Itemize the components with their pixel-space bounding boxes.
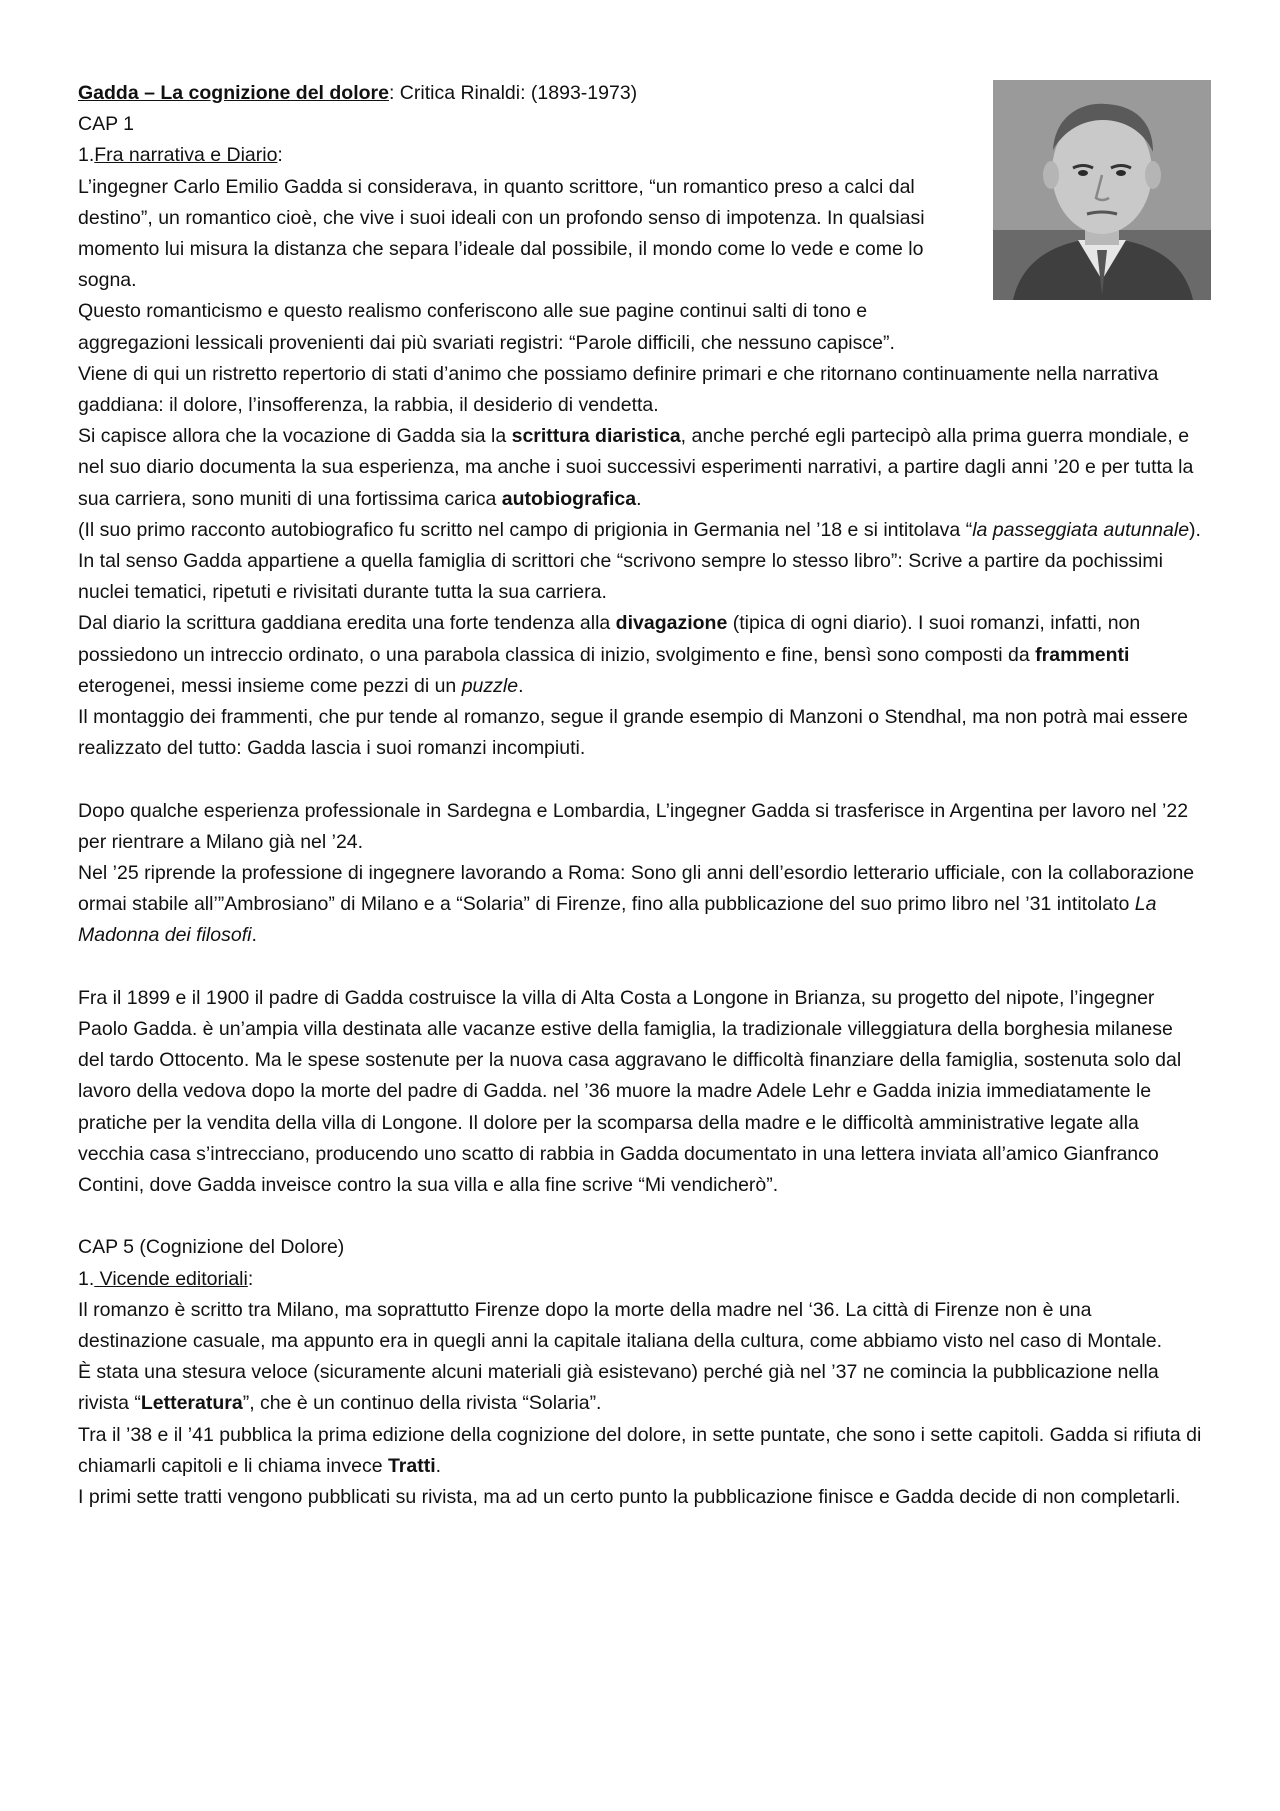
italic-term: puzzle (461, 674, 519, 697)
italic-title: la passeggiata autunnale (972, 518, 1190, 541)
paragraph: Tra il ’38 e il ’41 pubblica la prima edizione della cognizione del dolore, in sette puntate, che sono i sette capitoli. Gadda si rifiuta di chiamarli capitoli e li chiama invece Tratti. (78, 1423, 1202, 1477)
section-1-title: Fra narrativa e Diario (94, 144, 278, 167)
bold-term: autobiografica (501, 487, 637, 510)
paragraph: (Il suo primo racconto autobiografico fu scritto nel campo di prigionia in Germania nel ’18 e si intitolava “la passeggiata autunnale). (78, 518, 1201, 541)
paragraph: Dopo qualche esperienza professionale in Sardegna e Lombardia, L’ingegner Gadda si trasferisce in Argentina per lavoro nel ’22 per rientrare a Milano già nel ’24. (78, 799, 1189, 853)
section-1-heading: 1.Fra narrativa e Diario: (78, 144, 283, 167)
bold-term: divagazione (615, 612, 728, 635)
chapter-1-heading: CAP 1 (78, 113, 135, 136)
blank-line (78, 764, 1202, 795)
section-heading: 1. Vicende editoriali: (78, 1267, 254, 1290)
paragraph: Il montaggio dei frammenti, che pur tende al romanzo, segue il grande esempio di Manzoni o Stendhal, ma non potrà mai essere realizzato del tutto: Gadda lascia i suoi romanzi incompiuti. (78, 706, 1188, 760)
document-subtitle: : Critica Rinaldi: (1893-1973) (388, 82, 638, 104)
paragraph: Fra il 1899 e il 1900 il padre di Gadda costruisce la villa di Alta Costa a Longone in Brianza, su progetto del nipote, l’ingegner Paolo Gadda. è un’ampia villa destinata alle vacanze estive della famiglia, la tradizionale villeggiatura della borghesia milanese del tardo Ottocento. Ma le spese sostenute per la nuova casa aggravano le difficoltà finanziare della famiglia, sostenuta solo dal lavoro della vedova dopo la morte del padre di Gadda. nel ’36 muore la madre Adele Lehr e Gadda inizia immediatamente le pratiche per la vendita della villa di Longone. Il dolore per la scomparsa della madre e le difficoltà amministrative legate alla vecchia casa s’intrecciano, producendo uno scatto di rabbia in Gadda documentato in una lettera inviata all’amico Gianfranco Contini, dove Gadda inveisce contro la sua villa e alla fine scrive “Mi vendicherò”. (78, 986, 1182, 1197)
bold-term: Tratti (387, 1454, 436, 1477)
paragraph: Il romanzo è scritto tra Milano, ma soprattutto Firenze dopo la morte della madre nel ‘36. La città di Firenze non è una destinazione casuale, ma appunto era in quegli anni la capitale italiana della cultura, come abbiamo visto nel caso di Montale. (78, 1298, 1163, 1353)
document-header (78, 78, 958, 109)
bold-term: scrittura diaristica (511, 425, 681, 448)
paragraph: È stata una stesura veloce (sicuramente alcuni materiali già esistevano) perché già nel ’37 ne comincia la pubblicazione nella rivista “Letteratura”, che è un continuo della rivista “Solaria”. (78, 1361, 1159, 1415)
section-title: Vicende editoriali (94, 1267, 248, 1290)
document-page (78, 78, 1202, 1513)
paragraph: Si capisce allora che la vocazione di Gadda sia la scrittura diaristica, anche perché egli partecipò alla prima guerra mondiale, e nel suo diario documenta la sua esperienza, ma anche i suoi successivi esperimenti narrativi, a partire dagli anni ’20 e per tutta la sua carriera, sono muniti di una fortissima carica autobiografica. (78, 425, 1194, 510)
blank-line (78, 952, 1202, 983)
paragraph: L’ingegner Carlo Emilio Gadda si considerava, in quanto scrittore, “un romantico preso a calci dal destino”, un romantico cioè, che vive i suoi ideali con un profondo senso di impotenza. In qualsiasi momento lui misura la distanza che separa l’ideale dal possibile, il mondo come lo vede e come lo sogna. (78, 175, 925, 292)
bold-term: Letteratura (140, 1392, 243, 1415)
bold-term: frammenti (1035, 643, 1130, 666)
italic-title: La Madonna dei filosofi (78, 893, 1157, 947)
chapter-5-heading: CAP 5 (Cognizione del Dolore) (78, 1236, 345, 1259)
paragraph: Nel ’25 riprende la professione di ingegnere lavorando a Roma: Sono gli anni dell’esordio letterario ufficiale, con la collaborazione ormai stabile all’”Ambrosiano” di Milano e a “Solaria” di Firenze, fino alla pubblicazione del suo primo libro nel ’31 intitolato La Madonna dei filosofi. (78, 862, 1195, 947)
blank-line (78, 1201, 1202, 1232)
paragraph: Questo romanticismo e questo realismo conferiscono alle sue pagine continui salti di tono e aggregazioni lessicali provenienti dai più svariati registri: “Parole difficili, che nessuno capisce”. (78, 300, 895, 354)
paragraph: In tal senso Gadda appartiene a quella famiglia di scrittori che “scrivono sempre lo stesso libro”: Scrive a partire da pochissimi nuclei tematici, ripetuti e rivisitati durante tutta la sua carriera. (78, 550, 1163, 604)
paragraph: Viene di qui un ristretto repertorio di stati d’animo che possiamo definire primari e che ritornano continuamente nella narrativa gaddiana: il dolore, l’insofferenza, la rabbia, il desiderio di vendetta. (78, 362, 1159, 417)
paragraph: Dal diario la scrittura gaddiana eredita una forte tendenza alla divagazione (tipica di ogni diario). I suoi romanzi, infatti, non possiedono un intreccio ordinato, o una parabola classica di inizio, svolgimento e fine, bensì sono composti da frammenti eterogenei, messi insieme come pezzi di un puzzle. (78, 612, 1141, 697)
document-title: Gadda – La cognizione del dolore (78, 82, 389, 104)
paragraph: I primi sette tratti vengono pubblicati su rivista, ma ad un certo punto la pubblicazione finisce e Gadda decide di non completarli. (78, 1486, 1181, 1509)
